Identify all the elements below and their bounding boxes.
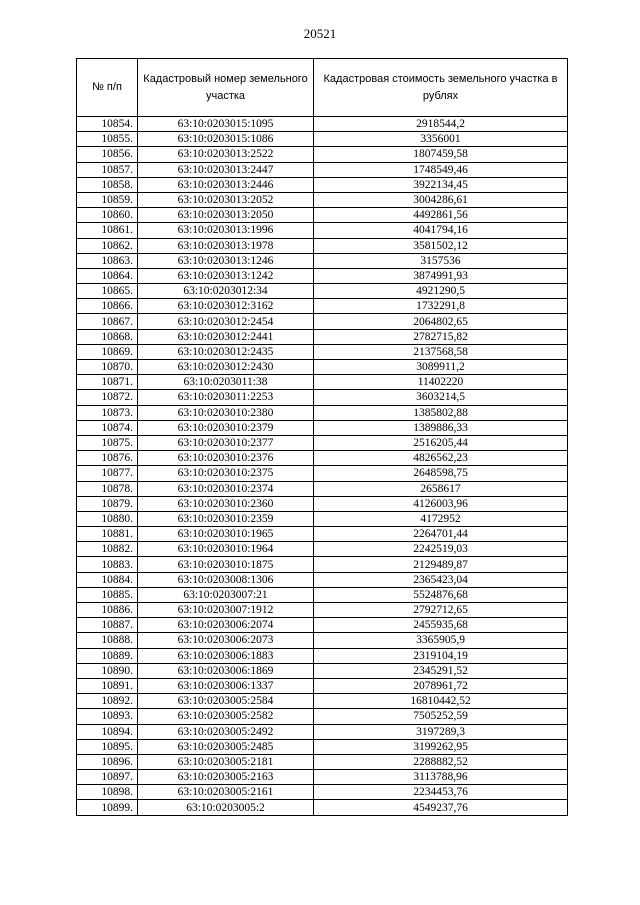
row-number-cell: 10865.	[77, 284, 138, 299]
cadastral-number-cell: 63:10:0203012:2441	[138, 329, 314, 344]
cadastral-value-cell: 1807459,58	[314, 147, 568, 162]
cadastral-number-cell: 63:10:0203006:1883	[138, 648, 314, 663]
table-row	[77, 253, 568, 268]
row-number-cell: 10861.	[77, 223, 138, 238]
row-number-cell: 10869.	[77, 344, 138, 359]
cadastral-value-cell: 3157536	[314, 253, 568, 268]
cadastral-number-cell: 63:10:0203007:1912	[138, 603, 314, 618]
cadastral-value-cell: 2129489,87	[314, 557, 568, 572]
cadastral-number-cell: 63:10:0203005:2163	[138, 770, 314, 785]
row-number-cell: 10858.	[77, 177, 138, 192]
cadastral-value-cell: 4921290,5	[314, 284, 568, 299]
cadastral-value-cell: 4172952	[314, 511, 568, 526]
table-row	[77, 177, 568, 192]
table-row	[77, 314, 568, 329]
table-row	[77, 542, 568, 557]
cadastral-value-cell: 1385802,88	[314, 405, 568, 420]
row-number-cell: 10863.	[77, 253, 138, 268]
table-row	[77, 603, 568, 618]
cadastral-number-cell: 63:10:0203015:1086	[138, 132, 314, 147]
header-cadastral-number: Кадастровый номер земельного участка	[138, 59, 314, 117]
cadastral-number-cell: 63:10:0203005:2485	[138, 739, 314, 754]
cadastral-value-cell: 11402220	[314, 375, 568, 390]
table-row	[77, 724, 568, 739]
cadastral-number-cell: 63:10:0203013:2050	[138, 208, 314, 223]
table-row	[77, 785, 568, 800]
cadastral-number-cell: 63:10:0203010:2374	[138, 481, 314, 496]
cadastral-number-cell: 63:10:0203010:2380	[138, 405, 314, 420]
cadastral-value-cell: 3089911,2	[314, 360, 568, 375]
row-number-cell: 10876.	[77, 451, 138, 466]
cadastral-number-cell: 63:10:0203010:2376	[138, 451, 314, 466]
cadastral-value-cell: 7505252,59	[314, 709, 568, 724]
cadastral-value-cell: 2455935,68	[314, 618, 568, 633]
row-number-cell: 10868.	[77, 329, 138, 344]
row-number-cell: 10866.	[77, 299, 138, 314]
cadastral-value-cell: 4041794,16	[314, 223, 568, 238]
cadastral-number-cell: 63:10:0203013:2446	[138, 177, 314, 192]
table-row	[77, 572, 568, 587]
cadastral-number-cell: 63:10:0203010:2379	[138, 420, 314, 435]
table-row	[77, 678, 568, 693]
table-row	[77, 587, 568, 602]
table-row	[77, 770, 568, 785]
cadastral-number-cell: 63:10:0203013:1246	[138, 253, 314, 268]
cadastral-number-cell: 63:10:0203005:2161	[138, 785, 314, 800]
row-number-cell: 10897.	[77, 770, 138, 785]
cadastral-value-cell: 3365905,9	[314, 633, 568, 648]
row-number-cell: 10877.	[77, 466, 138, 481]
row-number-cell: 10882.	[77, 542, 138, 557]
cadastral-value-cell: 4826562,23	[314, 451, 568, 466]
table-row	[77, 754, 568, 769]
table-row	[77, 132, 568, 147]
cadastral-value-cell: 2078961,72	[314, 678, 568, 693]
table-row	[77, 633, 568, 648]
cadastral-value-cell: 2234453,76	[314, 785, 568, 800]
row-number-cell: 10854.	[77, 117, 138, 132]
cadastral-number-cell: 63:10:0203012:2454	[138, 314, 314, 329]
row-number-cell: 10892.	[77, 694, 138, 709]
cadastral-value-cell: 2264701,44	[314, 527, 568, 542]
cadastral-value-cell: 3199262,95	[314, 739, 568, 754]
row-number-cell: 10893.	[77, 709, 138, 724]
header-row-number: № п/п	[77, 59, 138, 117]
header-cadastral-value: Кадастровая стоимость земельного участка в рублях	[314, 59, 568, 117]
cadastral-number-cell: 63:10:0203012:2435	[138, 344, 314, 359]
cadastral-value-cell: 2288882,52	[314, 754, 568, 769]
cadastral-number-cell: 63:10:0203013:1996	[138, 223, 314, 238]
cadastral-value-cell: 1732291,8	[314, 299, 568, 314]
table-row	[77, 223, 568, 238]
table-row	[77, 117, 568, 132]
row-number-cell: 10855.	[77, 132, 138, 147]
table-row	[77, 299, 568, 314]
table-row	[77, 147, 568, 162]
cadastral-value-cell: 3922134,45	[314, 177, 568, 192]
cadastral-number-cell: 63:10:0203005:2492	[138, 724, 314, 739]
cadastral-number-cell: 63:10:0203012:3162	[138, 299, 314, 314]
row-number-cell: 10895.	[77, 739, 138, 754]
row-number-cell: 10881.	[77, 527, 138, 542]
cadastral-number-cell: 63:10:0203013:2052	[138, 192, 314, 207]
row-number-cell: 10867.	[77, 314, 138, 329]
table-row	[77, 375, 568, 390]
cadastral-value-cell: 2365423,04	[314, 572, 568, 587]
cadastral-value-cell: 3197289,3	[314, 724, 568, 739]
cadastral-value-cell: 4492861,56	[314, 208, 568, 223]
cadastral-number-cell: 63:10:0203010:1875	[138, 557, 314, 572]
cadastral-number-cell: 63:10:0203010:1965	[138, 527, 314, 542]
cadastral-value-cell: 2918544,2	[314, 117, 568, 132]
table-row	[77, 511, 568, 526]
cadastral-number-cell: 63:10:0203012:34	[138, 284, 314, 299]
row-number-cell: 10856.	[77, 147, 138, 162]
row-number-cell: 10888.	[77, 633, 138, 648]
cadastral-value-cell: 3603214,5	[314, 390, 568, 405]
cadastral-number-cell: 63:10:0203012:2430	[138, 360, 314, 375]
table-row	[77, 390, 568, 405]
row-number-cell: 10859.	[77, 192, 138, 207]
cadastral-value-cell: 4549237,76	[314, 800, 568, 815]
table-row	[77, 618, 568, 633]
row-number-cell: 10880.	[77, 511, 138, 526]
cadastral-number-cell: 63:10:0203005:2582	[138, 709, 314, 724]
cadastral-value-cell: 3113788,96	[314, 770, 568, 785]
cadastral-number-cell: 63:10:0203010:2359	[138, 511, 314, 526]
row-number-cell: 10899.	[77, 800, 138, 815]
row-number-cell: 10862.	[77, 238, 138, 253]
table-row	[77, 329, 568, 344]
cadastral-value-cell: 5524876,68	[314, 587, 568, 602]
cadastral-number-cell: 63:10:0203005:2181	[138, 754, 314, 769]
row-number-cell: 10883.	[77, 557, 138, 572]
cadastral-value-cell: 1389886,33	[314, 420, 568, 435]
row-number-cell: 10857.	[77, 162, 138, 177]
table-row	[77, 284, 568, 299]
table-row	[77, 557, 568, 572]
table-row	[77, 268, 568, 283]
cadastral-number-cell: 63:10:0203005:2	[138, 800, 314, 815]
table-row	[77, 694, 568, 709]
table-row	[77, 162, 568, 177]
table-row	[77, 435, 568, 450]
cadastral-number-cell: 63:10:0203006:2073	[138, 633, 314, 648]
table-row	[77, 648, 568, 663]
cadastral-number-cell: 63:10:0203010:2377	[138, 435, 314, 450]
table-row	[77, 739, 568, 754]
row-number-cell: 10898.	[77, 785, 138, 800]
cadastral-value-cell: 2319104,19	[314, 648, 568, 663]
table-row	[77, 344, 568, 359]
table-row	[77, 192, 568, 207]
row-number-cell: 10860.	[77, 208, 138, 223]
cadastral-value-table	[76, 58, 568, 816]
row-number-cell: 10894.	[77, 724, 138, 739]
cadastral-value-cell: 2064802,65	[314, 314, 568, 329]
cadastral-value-cell: 2137568,58	[314, 344, 568, 359]
row-number-cell: 10896.	[77, 754, 138, 769]
table-row	[77, 238, 568, 253]
table-row	[77, 405, 568, 420]
table-row	[77, 420, 568, 435]
cadastral-number-cell: 63:10:0203008:1306	[138, 572, 314, 587]
cadastral-number-cell: 63:10:0203013:2447	[138, 162, 314, 177]
row-number-cell: 10889.	[77, 648, 138, 663]
cadastral-value-cell: 4126003,96	[314, 496, 568, 511]
row-number-cell: 10864.	[77, 268, 138, 283]
table-row	[77, 709, 568, 724]
table-row	[77, 208, 568, 223]
cadastral-number-cell: 63:10:0203011:2253	[138, 390, 314, 405]
table-body	[77, 117, 568, 816]
cadastral-value-cell: 2658617	[314, 481, 568, 496]
cadastral-value-cell: 3004286,61	[314, 192, 568, 207]
table-row	[77, 527, 568, 542]
row-number-cell: 10884.	[77, 572, 138, 587]
cadastral-value-cell: 3356001	[314, 132, 568, 147]
row-number-cell: 10872.	[77, 390, 138, 405]
cadastral-value-cell: 1748549,46	[314, 162, 568, 177]
row-number-cell: 10886.	[77, 603, 138, 618]
table-row	[77, 451, 568, 466]
cadastral-number-cell: 63:10:0203006:2074	[138, 618, 314, 633]
table-row	[77, 496, 568, 511]
cadastral-number-cell: 63:10:0203006:1337	[138, 678, 314, 693]
cadastral-value-cell: 2516205,44	[314, 435, 568, 450]
table-header-row	[77, 59, 568, 117]
cadastral-value-cell: 2792712,65	[314, 603, 568, 618]
row-number-cell: 10891.	[77, 678, 138, 693]
row-number-cell: 10885.	[77, 587, 138, 602]
cadastral-value-cell: 2242519,03	[314, 542, 568, 557]
table-row	[77, 663, 568, 678]
cadastral-value-cell: 2782715,82	[314, 329, 568, 344]
cadastral-number-cell: 63:10:0203010:2375	[138, 466, 314, 481]
cadastral-number-cell: 63:10:0203005:2584	[138, 694, 314, 709]
row-number-cell: 10878.	[77, 481, 138, 496]
row-number-cell: 10875.	[77, 435, 138, 450]
cadastral-value-cell: 16810442,52	[314, 694, 568, 709]
cadastral-value-cell: 2648598,75	[314, 466, 568, 481]
table-row	[77, 466, 568, 481]
page-number: 20521	[303, 26, 337, 41]
cadastral-number-cell: 63:10:0203010:2360	[138, 496, 314, 511]
table-row	[77, 800, 568, 815]
cadastral-number-cell: 63:10:0203010:1964	[138, 542, 314, 557]
cadastral-number-cell: 63:10:0203013:1978	[138, 238, 314, 253]
cadastral-number-cell: 63:10:0203013:1242	[138, 268, 314, 283]
cadastral-number-cell: 63:10:0203011:38	[138, 375, 314, 390]
row-number-cell: 10873.	[77, 405, 138, 420]
table-row	[77, 360, 568, 375]
row-number-cell: 10879.	[77, 496, 138, 511]
cadastral-number-cell: 63:10:0203013:2522	[138, 147, 314, 162]
cadastral-value-cell: 2345291,52	[314, 663, 568, 678]
cadastral-value-cell: 3874991,93	[314, 268, 568, 283]
cadastral-value-cell: 3581502,12	[314, 238, 568, 253]
cadastral-number-cell: 63:10:0203006:1869	[138, 663, 314, 678]
row-number-cell: 10890.	[77, 663, 138, 678]
table-row	[77, 481, 568, 496]
row-number-cell: 10870.	[77, 360, 138, 375]
row-number-cell: 10887.	[77, 618, 138, 633]
cadastral-number-cell: 63:10:0203007:21	[138, 587, 314, 602]
cadastral-number-cell: 63:10:0203015:1095	[138, 117, 314, 132]
row-number-cell: 10871.	[77, 375, 138, 390]
row-number-cell: 10874.	[77, 420, 138, 435]
